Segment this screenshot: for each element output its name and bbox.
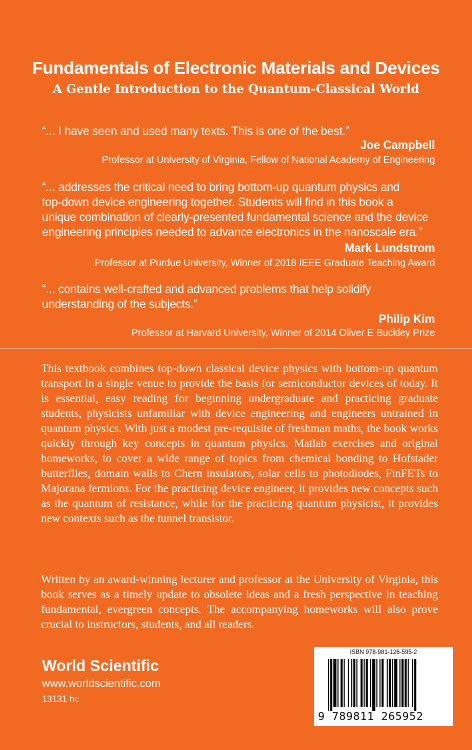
isbn-barcode [314, 647, 453, 726]
barcode-bar [376, 659, 377, 707]
publisher-name: World Scientific [42, 658, 159, 675]
book-subtitle: A Gentle Introduction to the Quantum-Classical World [52, 82, 420, 96]
quote-line: understanding of the subjects.” [42, 298, 198, 311]
endorsement-quote-3 [42, 282, 442, 312]
barcode-bar [348, 659, 349, 707]
barcode-digits: 9 789811 265952 [318, 710, 424, 723]
barcode-bar [382, 659, 384, 707]
description-paragraph-1: This textbook combines top-down classical device physics with bottom-up quantum transport in a single venue to provide the basis for semiconductor devices of today. It is essential, easy reading for beginning undergraduate and practicing graduate students, physicists unfamiliar with device engineering and engineers untrained in quantum physics. With just a modest pre-requisite of freshman maths, the book works quickly through key concepts in quantum physics. Matlab exercises and original homeworks, to cover a wide range of topics from chemical bonding to Hofstader butterflies, domain walls to Chern insulators, solar cells to photodiodes, FinFETs to Majorana fermions. For the practicing device engineer, it provides new concepts such as the quantum of resistance, while for the practicing quantum physicist, it provides new contexts such as the tunnel transistor. [41, 363, 438, 525]
book-title: Fundamentals of Electronic Materials and Devices [32, 58, 440, 78]
barcode-bar [399, 659, 400, 707]
barcode-bar [394, 659, 397, 707]
endorser-name-3: Philip Kim [378, 314, 435, 326]
endorser-name-1: Joe Campbell [360, 140, 435, 152]
catalog-code: 13131 hc [42, 694, 80, 704]
barcode-bar [412, 659, 413, 707]
barcode-bar [344, 659, 345, 707]
barcode-bar [356, 659, 357, 707]
section-divider [0, 348, 472, 349]
endorser-name-2: Mark Lundstrom [344, 243, 435, 255]
endorsement-quote-1 [42, 124, 442, 139]
description-paragraph-2: Written by an award-winning lecturer and professor at the University of Virginia, this book serves as a timely update to obsolete ideas and a fresh perspective in teaching fundamental, evergreen concepts. The accompanying homeworks will also prove crucial to instructors, students, and all readers. [41, 574, 438, 631]
barcode-bar [389, 659, 391, 707]
barcode-bar [328, 659, 329, 711]
barcode-bar [330, 659, 332, 711]
barcode-bar [387, 659, 388, 707]
endorsement-quote-2 [42, 180, 442, 240]
barcode-bar [361, 659, 363, 707]
barcode-bar [370, 659, 371, 707]
barcode-bar [341, 659, 343, 707]
barcode-bar [414, 659, 416, 711]
barcode-bar [392, 659, 393, 707]
endorser-role-3: Professor at Harvard University, Winner of 2014 Oliver E Buckley Prize [131, 328, 435, 339]
barcode-bar [333, 659, 336, 707]
barcode-bar [402, 659, 404, 707]
endorser-role-2: Professor at Purdue University, Winner of 2018 IEEE Graduate Teaching Award [94, 258, 435, 269]
quote-line: engineering principles needed to advance electronics in the nanoscale era.” [42, 226, 423, 239]
quote-line: “... addresses the critical need to bring bottom-up quantum physics and [42, 181, 400, 194]
barcode-bar [379, 659, 380, 707]
barcode-bar [353, 659, 355, 707]
barcode-bar [366, 659, 368, 707]
barcode-bar [408, 659, 409, 707]
quote-line: unique combination of clearly-presented fundamental science and the device [42, 211, 429, 224]
endorser-role-1: Professor at University of Virginia, Fellow of National Academy of Engineering [101, 155, 435, 166]
barcode-bars-icon [328, 659, 443, 711]
barcode-bar [351, 659, 352, 707]
barcode-bar [337, 659, 338, 707]
publisher-url[interactable]: www.worldscientific.com [42, 678, 161, 690]
quote-line: “... contains well-crafted and advanced problems that help solidify [42, 283, 372, 296]
isbn-label: ISBN 978-981-126-595-2 [349, 650, 418, 656]
barcode-bar [364, 659, 365, 707]
quote-line: “... I have seen and used many texts. This is one of the best.” [42, 125, 350, 138]
barcode-bar [372, 659, 375, 711]
quote-line: top-down device engineering together. Students will find in this book a [42, 196, 394, 209]
barcode-bar [405, 659, 407, 707]
